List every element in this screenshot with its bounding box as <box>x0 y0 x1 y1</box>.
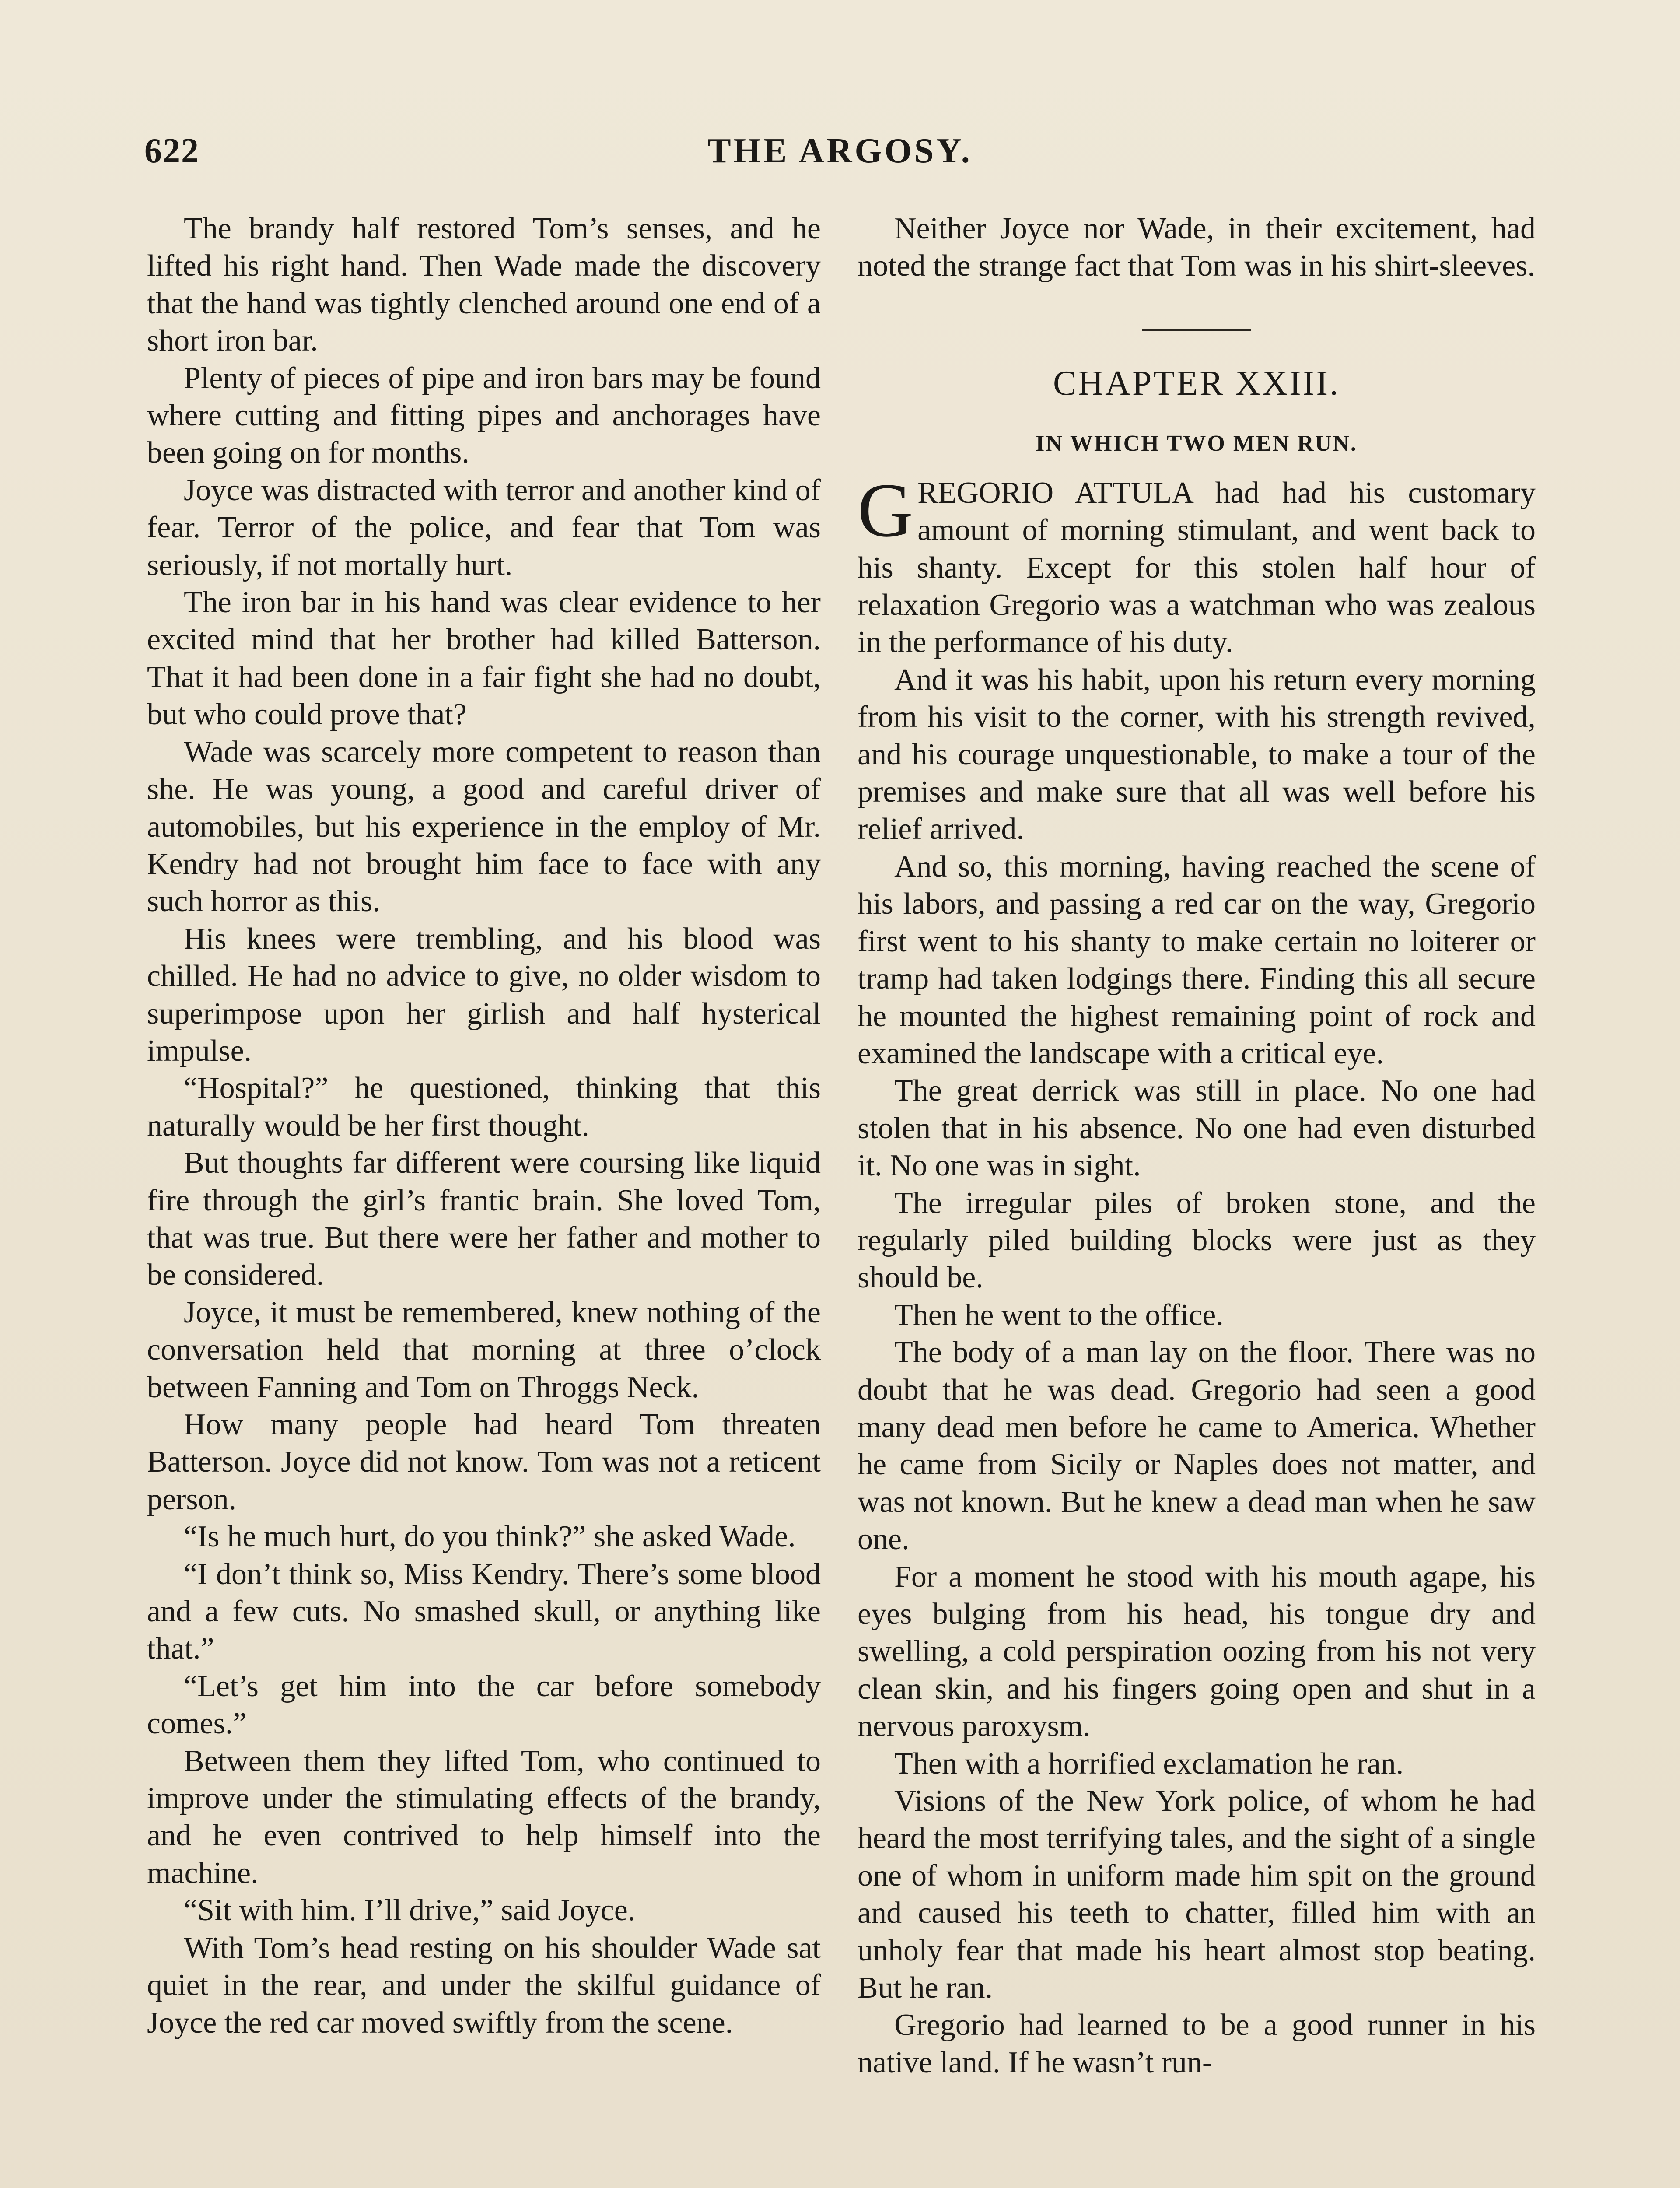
paragraph: Wade was scarcely more competent to reason than she. He was young, a good and careful driver of automobiles, but his experience in the employ of Mr. Kendry had not brought him face to face with any such horror as this. <box>147 735 821 919</box>
right-column <box>858 210 1536 2081</box>
paragraph: Then with a horrified exclamation he ran. <box>894 1746 1404 1781</box>
paragraph: Joyce was distracted with terror and another kind of fear. Terror of the police, and fear that Tom was seriously, if not mortally hurt. <box>147 473 821 582</box>
paragraph: How many people had heard Tom threaten Batterson. Joyce did not know. Tom was not a reticent person. <box>147 1408 821 1516</box>
paragraph: “I don’t think so, Miss Kendry. There’s some blood and a few cuts. No smashed skull, or anything like that.” <box>147 1557 821 1666</box>
chapter-heading: CHAPTER XXIII. <box>1053 364 1340 403</box>
paragraph: The great derrick was still in place. No one had stolen that in his absence. No one had even disturbed it. No one was in sight. <box>858 1074 1536 1183</box>
paragraph: Gregorio had learned to be a good runner in his native land. If he wasn’t run- <box>858 2008 1536 2079</box>
paragraph: The iron bar in his hand was clear evidence to her excited mind that her brother had killed Batterson. That it had been done in a fair fight she had no doubt, but who could prove that? <box>147 586 821 732</box>
paragraph: His knees were trembling, and his blood was chilled. He had no advice to give, no older wisdom to superimpose upon her girlish and half hysterical impulse. <box>147 922 821 1068</box>
opening-text: REGORIO ATTULA had had his customary amount of morning stimulant, and went back to his shanty. Except for this stolen half hour of relaxation Gregorio was a watchman who was zealous in the performance of his duty. <box>858 476 1536 659</box>
chapter-opening-paragraph <box>858 467 1536 661</box>
paragraph: And it was his habit, upon his return every morning from his visit to the corner, with his strength revived, and his courage unquestionable, to make a tour of the premises and make sure that all was well before his relief arrived. <box>858 663 1536 846</box>
paragraph: Then he went to the office. <box>894 1298 1224 1332</box>
paragraph: For a moment he stood with his mouth agape, his eyes bulging from his head, his tongue dry and swelling, a cold perspiration oozing from his not very clean skin, and his fingers going open and shut in a nervous paroxysm. <box>858 1560 1536 1743</box>
paragraph: “Is he much hurt, do you think?” she asked Wade. <box>184 1520 796 1554</box>
paragraph: Plenty of pieces of pipe and iron bars may be found where cutting and fitting pipes and anchorages have been going on for months. <box>147 361 821 470</box>
paragraph: Between them they lifted Tom, who continued to improve under the stimulating effects of the brandy, and he even contrived to help himself into the machine. <box>147 1744 821 1890</box>
paragraph: The brandy half restored Tom’s senses, and he lifted his right hand. Then Wade made the discovery that the hand was tightly clenched around one end of a short iron bar. <box>147 212 821 358</box>
paragraph: Visions of the New York police, of whom he had heard the most terrifying tales, and the sight of a single one of whom in uniform made him spit on the ground and caused his teeth to chatter, filled him with an unholy fear that made his heart almost stop beating. But he ran. <box>858 1784 1536 2005</box>
paragraph: But thoughts far different were coursing like liquid fire through the girl’s frantic brain. She loved Tom, that was true. But there were her father and mother to be considered. <box>147 1146 821 1292</box>
page-header <box>144 131 1536 184</box>
paragraph: With Tom’s head resting on his shoulder Wade sat quiet in the rear, and under the skilful guidance of Joyce the red car moved swiftly from the scene. <box>147 1931 821 2040</box>
left-column <box>147 210 821 2041</box>
paragraph: The body of a man lay on the floor. There was no doubt that he was dead. Gregorio had seen a good many dead men before he came to America. Whether he came from Sicily or Naples does not matter, and was not known. But he knew a dead man when he saw one. <box>858 1336 1536 1557</box>
section-divider <box>1142 329 1251 331</box>
page-number: 622 <box>144 132 200 170</box>
running-head: THE ARGOSY. <box>707 132 973 170</box>
chapter-subtitle: IN WHICH TWO MEN RUN. <box>1036 431 1358 456</box>
paragraph: Joyce, it must be remembered, knew nothing of the conversation held that morning at three o’clock between Fanning and Tom on Throggs Neck. <box>147 1295 821 1404</box>
drop-cap: G <box>858 467 914 553</box>
paragraph: The irregular piles of broken stone, and the regularly piled building blocks were just as they should be. <box>858 1186 1536 1295</box>
paragraph: And so, this morning, having reached the scene of his labors, and passing a red car on the way, Gregorio first went to his shanty to make certain no loiterer or tramp had taken lodgings there. Finding this all secure he mounted the highest remaining point of rock and examined the landscape with a critical eye. <box>858 849 1536 1070</box>
paragraph: Neither Joyce nor Wade, in their excitement, had noted the strange fact that Tom was in his shirt-sleeves. <box>858 212 1536 283</box>
paragraph: “Let’s get him into the car before somebody comes.” <box>147 1669 821 1741</box>
paragraph: “Sit with him. I’ll drive,” said Joyce. <box>184 1893 636 1928</box>
paragraph: “Hospital?” he questioned, thinking that this naturally would be her first thought. <box>147 1071 821 1143</box>
